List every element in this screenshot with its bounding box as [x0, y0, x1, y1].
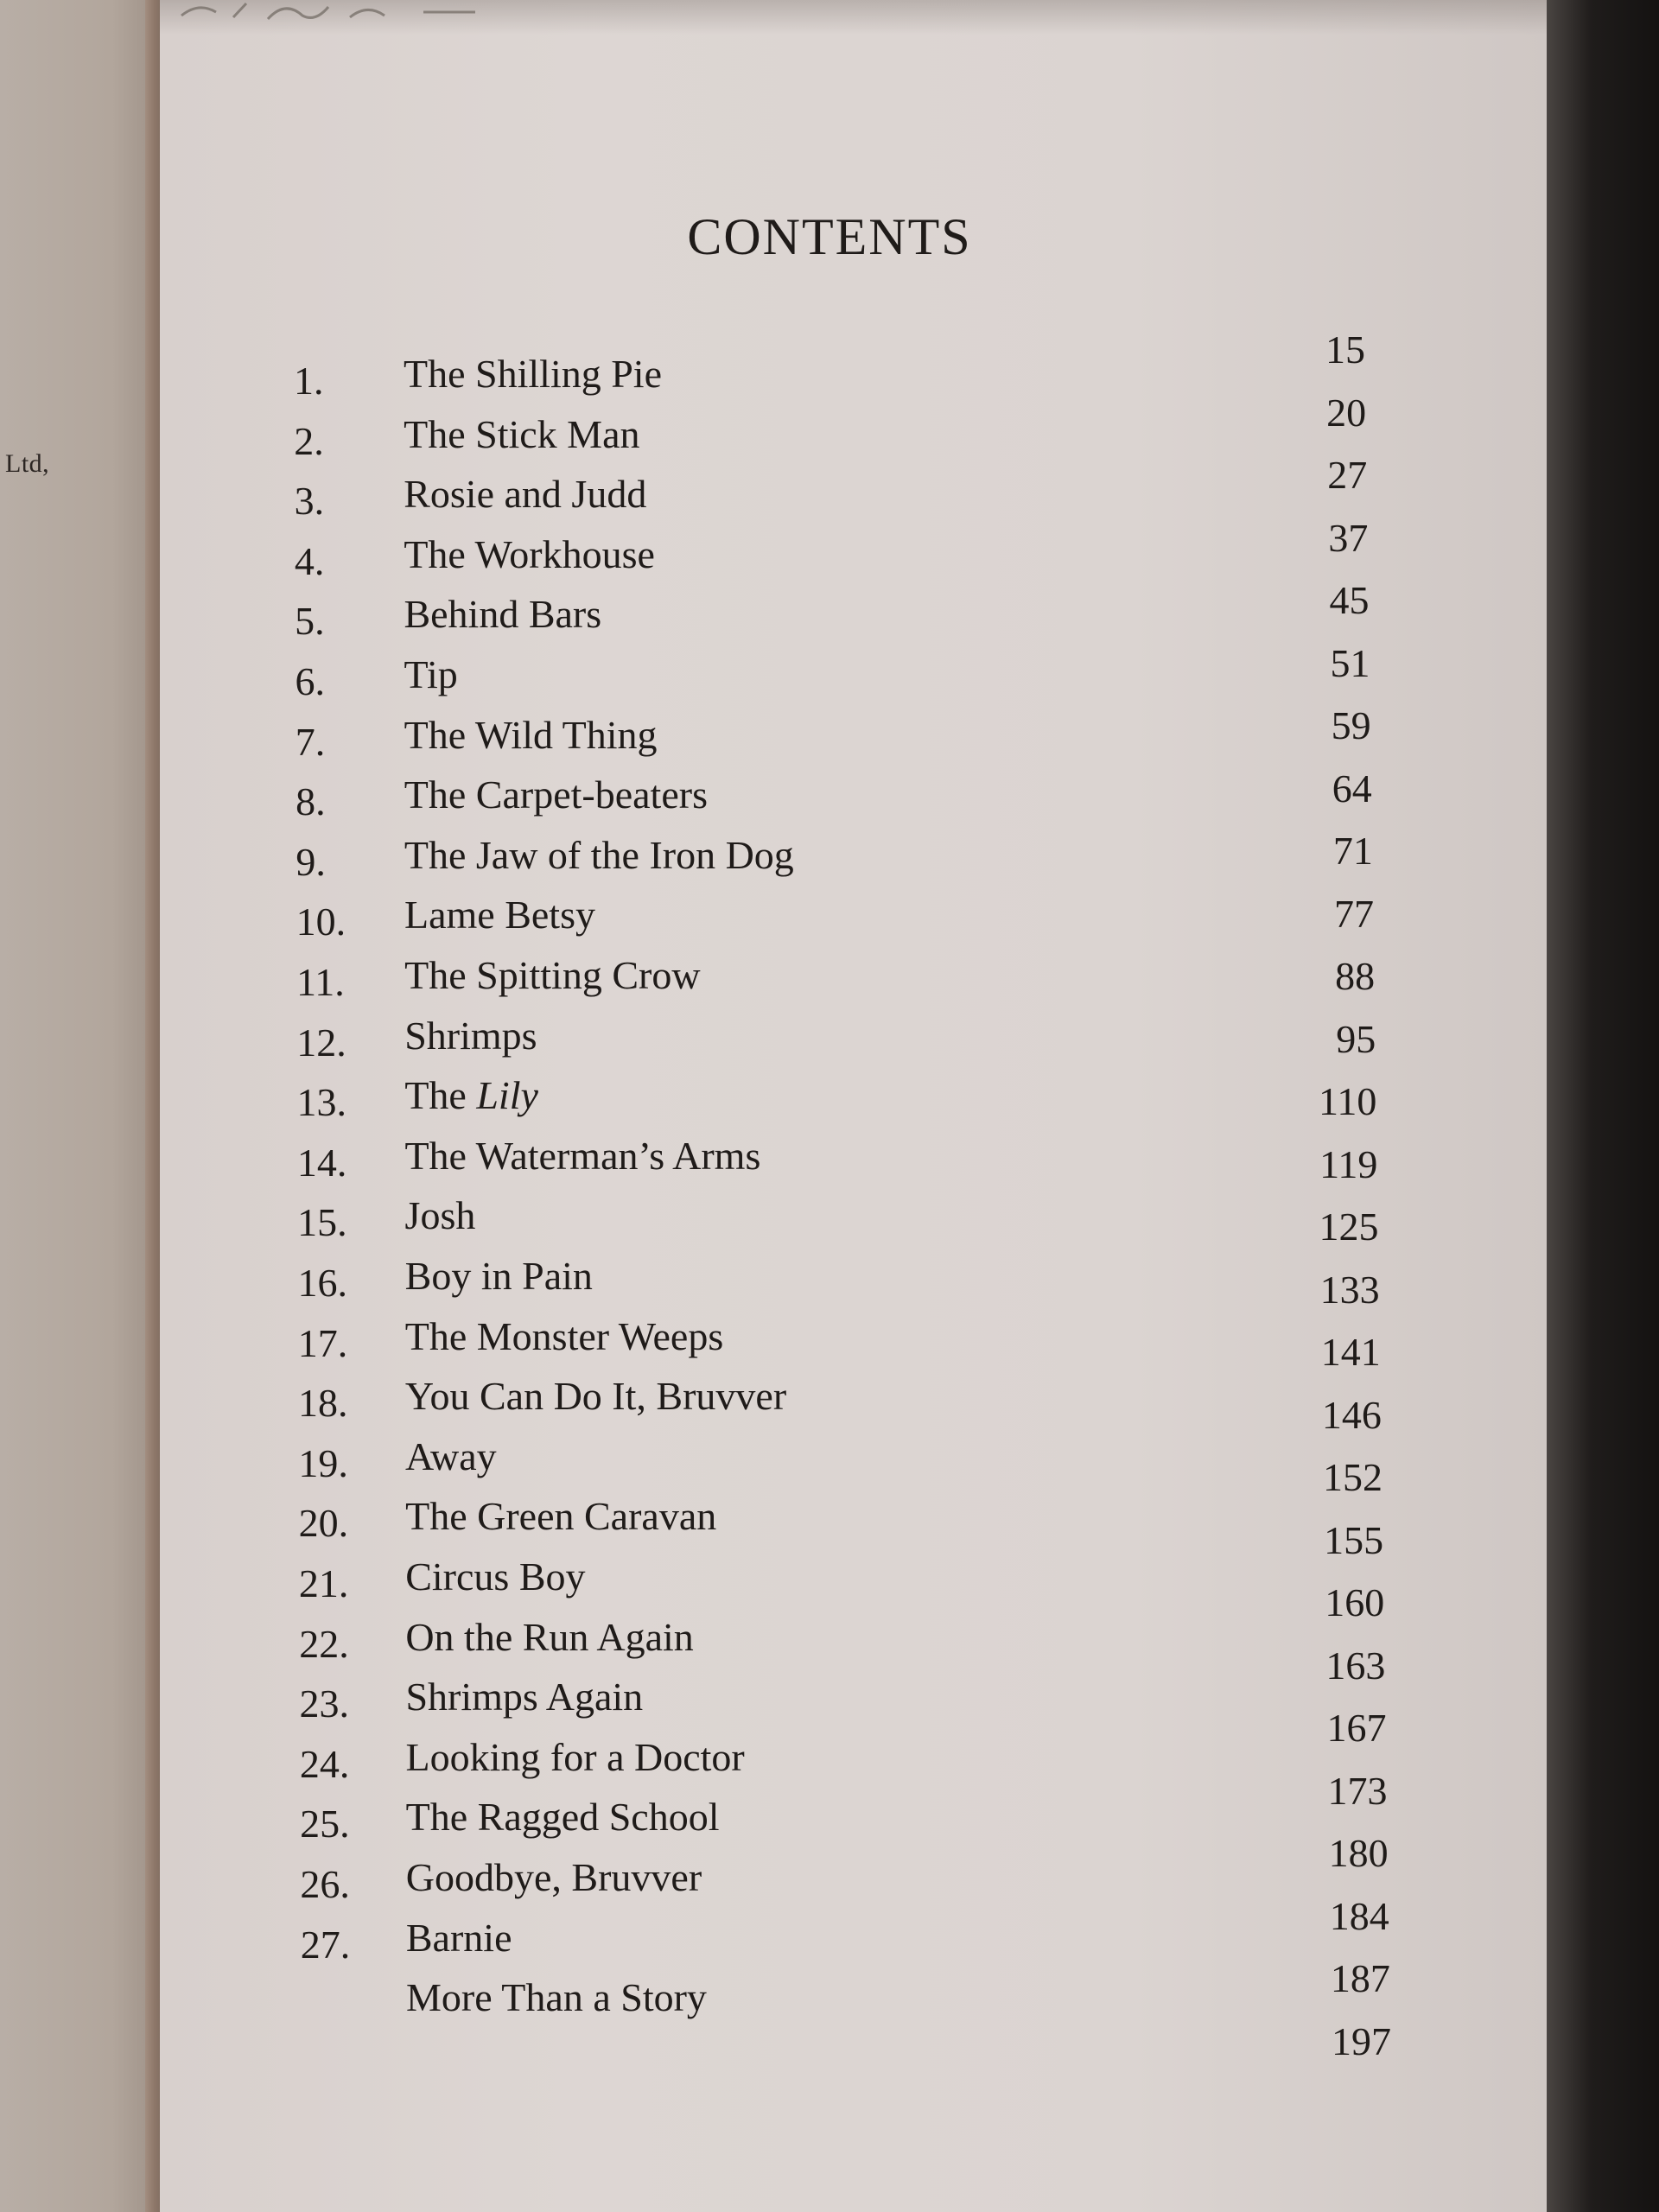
chapter-number: 10.: [296, 899, 346, 944]
chapter-number: 5.: [295, 599, 325, 644]
chapter-title: You Can Do It, Bruvver: [404, 1374, 787, 1419]
chapter-number: 14.: [296, 1140, 347, 1185]
page-number: 160: [1325, 1580, 1385, 1624]
page-number: 45: [1329, 578, 1370, 622]
chapter-number: 18.: [298, 1381, 348, 1426]
page-number: 197: [1332, 2018, 1391, 2063]
page-number: 71: [1332, 829, 1373, 873]
chapter-number: 12.: [296, 1020, 346, 1065]
chapter-title: Looking for a Doctor: [405, 1734, 745, 1779]
chapter-number: 15.: [297, 1200, 347, 1245]
chapter-number: 4.: [294, 538, 325, 583]
page-number: 125: [1319, 1205, 1379, 1249]
chapter-title: The Monster Weeps: [404, 1313, 724, 1358]
chapter-title: Boy in Pain: [404, 1254, 593, 1298]
page-number: 59: [1331, 703, 1371, 747]
chapter-title: On the Run Again: [405, 1614, 694, 1659]
page-number: 119: [1319, 1141, 1378, 1186]
page-number: 184: [1329, 1893, 1389, 1938]
chapter-number: 11.: [296, 960, 345, 1004]
page-number: 187: [1330, 1956, 1390, 2000]
page-title: CONTENTS: [687, 208, 972, 265]
page-number: 110: [1319, 1079, 1377, 1123]
chapter-title: Goodbye, Bruvver: [405, 1855, 702, 1899]
chapter-title: Circus Boy: [405, 1554, 586, 1599]
chapter-title: The Spitting Crow: [404, 953, 701, 997]
chapter-number: 24.: [299, 1741, 350, 1786]
page-number: 180: [1328, 1831, 1389, 1875]
page-number: 64: [1332, 766, 1372, 810]
page-number: 163: [1325, 1643, 1386, 1688]
chapter-number: 26.: [300, 1862, 350, 1906]
chapter-title: The Shilling Pie: [404, 352, 662, 396]
chapter-number: 21.: [298, 1561, 349, 1605]
chapter-number: 7.: [295, 719, 326, 764]
chapter-title: Rosie and Judd: [404, 472, 647, 517]
page-number: 51: [1330, 640, 1370, 685]
chapter-title: Josh: [404, 1193, 476, 1238]
page-number: 146: [1321, 1392, 1382, 1437]
page-number: 95: [1336, 1016, 1376, 1061]
chapter-number: 22.: [299, 1621, 349, 1666]
chapter-title: The Waterman’s Arms: [404, 1133, 761, 1178]
chapter-number: 25.: [300, 1802, 350, 1847]
page-number: 88: [1335, 954, 1376, 998]
chapter-number: 3.: [294, 479, 325, 524]
page-number: 77: [1334, 891, 1374, 936]
chapter-title: Shrimps: [404, 1013, 537, 1058]
page-number: 37: [1328, 515, 1369, 560]
chapter-title: Away: [405, 1433, 497, 1478]
chapter-title: The Wild Thing: [404, 712, 658, 757]
chapter-number: 2.: [294, 418, 324, 463]
page-number: 27: [1327, 453, 1368, 497]
left-page-text-fragment: Ltd,: [5, 449, 50, 478]
chapter-title: The Green Caravan: [405, 1494, 717, 1539]
chapter-title: The Jaw of the Iron Dog: [404, 832, 794, 877]
chapter-title: Tip: [404, 652, 458, 696]
chapter-number: 8.: [296, 779, 326, 824]
chapter-title: The Stick Man: [404, 411, 640, 456]
chapter-title: The Workhouse: [404, 531, 655, 576]
chapter-title: More Than a Story: [406, 1975, 707, 2020]
chapter-title: The Ragged School: [405, 1795, 720, 1840]
chapter-number: 13.: [296, 1080, 347, 1125]
page-number: 133: [1319, 1267, 1380, 1312]
chapter-number: 9.: [296, 839, 326, 884]
page-number: 141: [1320, 1330, 1381, 1374]
page-number: 152: [1323, 1455, 1382, 1499]
chapter-number: 19.: [298, 1440, 348, 1485]
page-number: 20: [1326, 390, 1367, 435]
chapter-number: 20.: [298, 1501, 349, 1546]
chapter-number: 27.: [300, 1922, 351, 1967]
chapter-number: 16.: [297, 1261, 347, 1305]
page-number: 167: [1326, 1706, 1387, 1750]
chapter-number: 6.: [295, 659, 325, 703]
italic-ship-name: Lily: [476, 1073, 538, 1118]
chapter-number: 1.: [294, 359, 324, 403]
chapter-title: Behind Bars: [404, 592, 602, 637]
page-number: 15: [1325, 327, 1365, 372]
chapter-number: 17.: [297, 1320, 348, 1365]
chapter-title: Lame Betsy: [404, 893, 595, 938]
chapter-title: The Carpet-beaters: [404, 772, 708, 817]
chapter-title: Barnie: [405, 1915, 512, 1960]
page-number: 155: [1324, 1517, 1384, 1562]
chapter-title: Shrimps Again: [405, 1675, 644, 1719]
chapter-title: The Lily: [404, 1073, 538, 1118]
chapter-number: 23.: [299, 1681, 350, 1726]
page-number: 173: [1327, 1768, 1388, 1813]
